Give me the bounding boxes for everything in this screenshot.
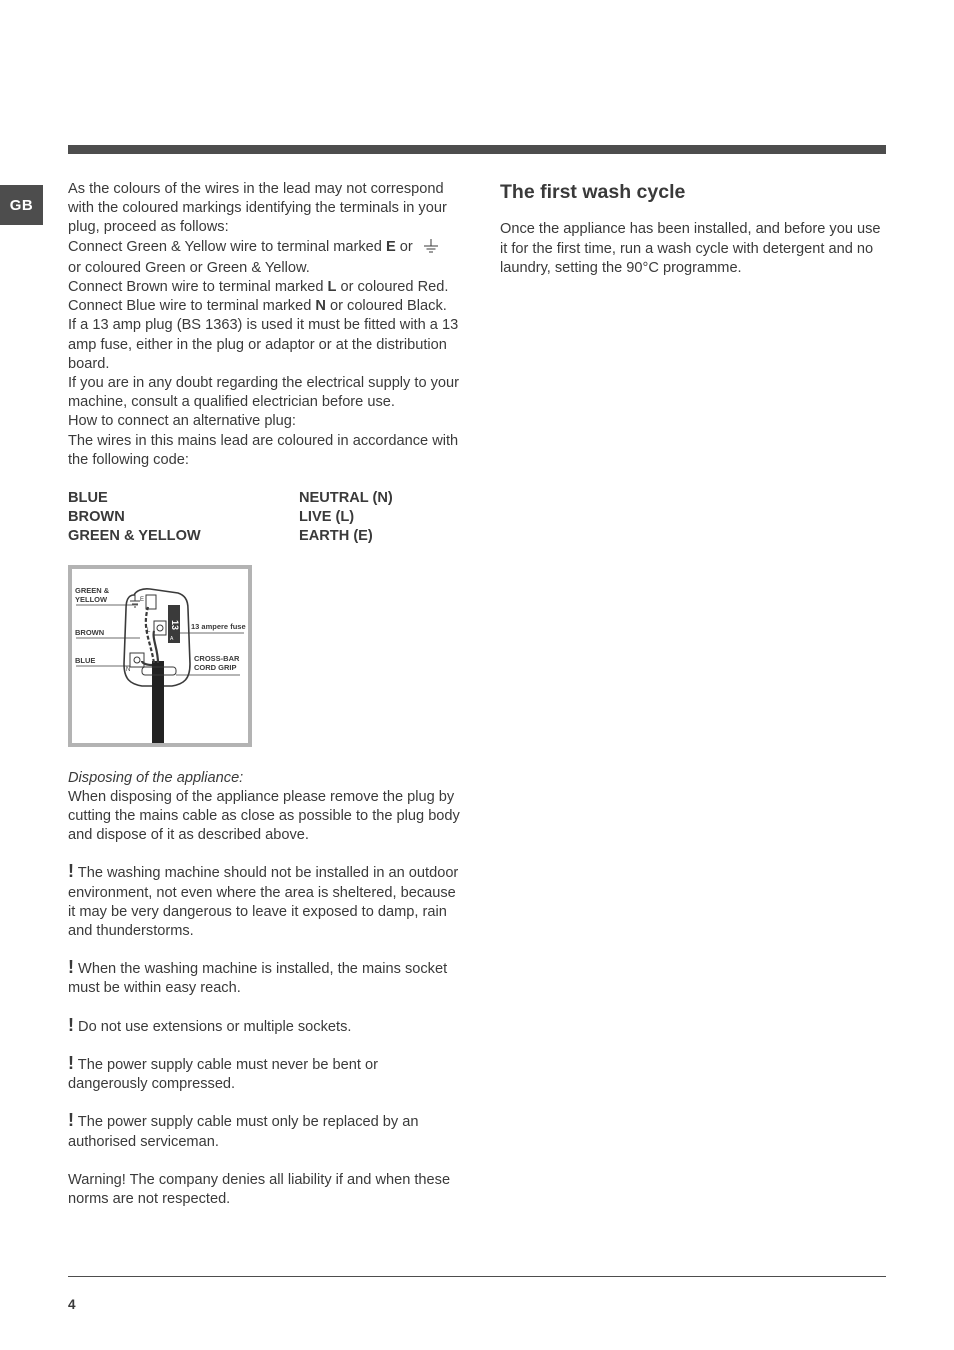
code-wire: GREEN & YELLOW <box>68 528 201 545</box>
label-green-yellow: YELLOW <box>75 594 108 604</box>
code-terminal: EARTH (E) <box>299 528 373 545</box>
warning-icon: ! <box>68 1110 74 1131</box>
paragraph-alt-plug: How to connect an alternative plug: <box>68 413 296 430</box>
disposal-heading: Disposing of the appliance: <box>68 769 244 786</box>
cable <box>152 661 164 743</box>
wire-code-table <box>68 489 460 547</box>
warning-item <box>68 1110 460 1151</box>
fuse-unit: A <box>170 635 174 642</box>
paragraph-live <box>68 278 460 297</box>
plug-wiring-diagram <box>68 565 252 747</box>
paragraph-neutral <box>68 297 460 316</box>
warning-icon: ! <box>68 1052 74 1073</box>
left-column <box>68 180 460 1209</box>
label-fuse: 13 ampere fuse <box>191 621 246 631</box>
warning-item <box>68 1014 460 1037</box>
term-label-l: L <box>147 627 151 634</box>
text: or coloured Black. <box>325 298 447 315</box>
label-brown: BROWN <box>75 627 105 637</box>
paragraph-wire-colours: As the colours of the wires in the lead may not correspond with the coloured markings identifying the terminals in your plug, proceed as follows: <box>68 181 447 236</box>
text: or coloured Red. <box>336 279 449 296</box>
text: or coloured Green or Green & Yellow. <box>68 259 310 276</box>
term-label-n: N <box>126 666 131 673</box>
warning-item <box>68 957 460 998</box>
label-blue: BLUE <box>75 655 96 665</box>
label-cord-grip: CORD GRIP <box>194 662 237 672</box>
text: Connect Green & Yellow wire to terminal marked <box>68 238 386 255</box>
warning-item <box>68 861 460 941</box>
paragraph-earth <box>68 238 460 278</box>
warning-text: The power supply cable must never be bent or dangerously compressed. <box>68 1056 378 1093</box>
header-rule <box>68 145 886 154</box>
term-label-e: E <box>140 596 145 603</box>
fuse-rating: 13 <box>170 619 180 630</box>
page-number: 4 <box>68 1297 76 1312</box>
warning-item <box>68 1052 460 1094</box>
warning-text: The power supply cable must only be replaced by an authorised serviceman. <box>68 1114 419 1150</box>
warning-icon: ! <box>68 861 74 882</box>
warning-icon: ! <box>68 1014 74 1035</box>
code-wire: BROWN <box>68 509 125 526</box>
earth-symbol-icon <box>423 239 439 259</box>
code-wire: BLUE <box>68 490 108 507</box>
code-terminal: LIVE (L) <box>299 509 355 526</box>
right-column <box>500 180 890 279</box>
terminal-e: E <box>385 238 396 255</box>
paragraph-code-intro: The wires in this mains lead are coloured in accordance with the following code: <box>68 432 459 468</box>
live-wire <box>154 631 158 663</box>
text: or <box>395 238 417 255</box>
neutral-terminal <box>130 653 144 667</box>
warning-text: Do not use extensions or multiple sockets. <box>74 1018 352 1035</box>
warning-text: When the washing machine is installed, the mains socket must be within easy reach. <box>68 961 448 997</box>
first-wash-text: Once the appliance has been installed, and before you use it for the first time, run a wash cycle with detergent and no laundry, setting the 90°C programme. <box>500 221 881 277</box>
text: Connect Blue wire to terminal marked <box>68 298 316 315</box>
section-title: The first wash cycle <box>500 181 686 203</box>
label-green-yellow: GREEN & <box>75 585 110 595</box>
disposal-text: When disposing of the appliance please remove the plug by cutting the mains cable as close as possible to the plug body and dispose of it as described above. <box>68 788 460 844</box>
terminal-n: N <box>315 298 326 315</box>
terminal-l: L <box>327 279 337 296</box>
warning-icon: ! <box>68 957 74 978</box>
live-terminal <box>154 621 166 635</box>
paragraph-doubt: If you are in any doubt regarding the electrical supply to your machine, consult a qualified electrician before use. <box>68 375 460 411</box>
paragraph-fuse: If a 13 amp plug (BS 1363) is used it must be fitted with a 13 amp fuse, either in the plug or adaptor or at the distribution board. <box>68 317 459 372</box>
label-cord-grip: CROSS-BAR <box>194 653 240 663</box>
code-terminal: NEUTRAL (N) <box>299 490 393 507</box>
language-tab: GB <box>0 185 43 225</box>
final-warning: Warning! The company denies all liability if and when these norms are not respected. <box>68 1171 451 1207</box>
footer-rule <box>68 1276 886 1277</box>
text: Connect Brown wire to terminal marked <box>68 279 328 296</box>
warning-text: The washing machine should not be installed in an outdoor environment, not even where the area is sheltered, because it may be very dangerous to leave it exposed to damp, rain and thunderstorms. <box>68 865 459 940</box>
